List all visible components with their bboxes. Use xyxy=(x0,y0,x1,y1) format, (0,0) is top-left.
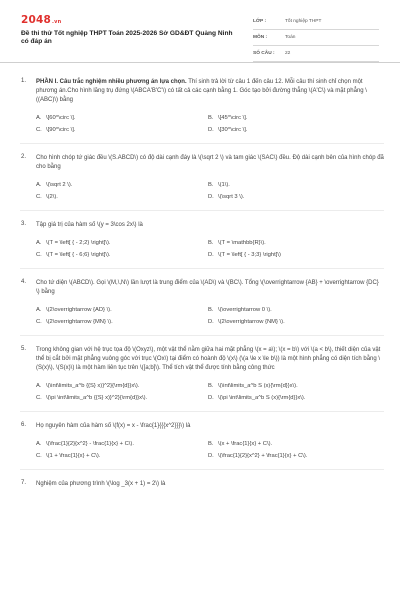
option-letter: C. xyxy=(36,395,42,401)
option-text: \(\pi \int\limits_a^b {{S} x)}^2}{\rm{d}}x\). xyxy=(46,395,148,401)
answer-option[interactable] xyxy=(36,182,208,188)
answer-option[interactable] xyxy=(208,307,380,313)
question-text xyxy=(36,78,384,105)
option-text: \(1\). xyxy=(218,182,230,188)
question-list xyxy=(0,78,400,489)
question-divider xyxy=(20,268,384,269)
question-body: Cho tứ diện \(ABCD\). Gọi \(M,\,N\) lần lượt là trung điểm của \(AD\) và \(BC\). Tổng \(\overrightarrow {AB} + \overrightarrow {DC} \) bằng xyxy=(36,280,379,295)
option-text: \(\frac{1}{2}{x^2} + \frac{1}{x} + C\). xyxy=(218,453,308,459)
option-letter: D. xyxy=(208,395,214,401)
option-text: \[90^\circ \]. xyxy=(46,127,76,133)
question-number: 4. xyxy=(21,279,27,285)
option-text: \[30^\circ \]. xyxy=(218,127,248,133)
question-body: Họ nguyên hàm của hàm số \(f(x) = x - \frac{1}{{{x^2}}}\) là xyxy=(36,423,191,429)
question-item xyxy=(0,221,400,258)
question-item xyxy=(0,154,400,200)
option-text: \(1 + \frac{1}{x} + C\). xyxy=(46,453,101,459)
option-text: \(T = \mathbb{R}\). xyxy=(218,240,266,246)
answer-option[interactable] xyxy=(36,395,208,401)
answer-option[interactable] xyxy=(208,252,380,258)
answer-option[interactable] xyxy=(36,319,208,325)
option-text: \(2\overrightarrow {NM} \). xyxy=(218,319,285,325)
answer-option[interactable] xyxy=(36,441,208,447)
site-logo[interactable] xyxy=(21,14,61,26)
option-letter: C. xyxy=(36,252,42,258)
option-letter: C. xyxy=(36,319,42,325)
option-letter: B. xyxy=(208,383,214,389)
exam-meta-table xyxy=(253,14,379,62)
question-number: 5. xyxy=(21,346,27,352)
option-letter: D. xyxy=(208,194,214,200)
question-number: 3. xyxy=(21,221,27,227)
option-letter: A. xyxy=(36,383,42,389)
question-body: Cho hình chóp tứ giác đều \(S.ABCD\) có độ dài cạnh đáy là \(\sqrt 2 \) và tam giác \(SAC\) đều. Độ dài cạnh bên của hình chóp đã cho bằng xyxy=(36,155,384,170)
question-item xyxy=(0,422,400,459)
answer-options xyxy=(36,182,384,200)
meta-label: MÔN : xyxy=(253,35,268,40)
answer-option[interactable] xyxy=(208,395,380,401)
answer-option[interactable] xyxy=(208,194,380,200)
question-number: 7. xyxy=(21,480,27,486)
answer-option[interactable] xyxy=(36,194,208,200)
answer-option[interactable] xyxy=(208,441,380,447)
brand-suffix: .vn xyxy=(52,19,62,25)
question-text xyxy=(36,279,384,297)
question-item xyxy=(0,346,400,401)
meta-row-question-count xyxy=(253,46,379,62)
answer-option[interactable] xyxy=(36,307,208,313)
meta-label: SỐ CÂU : xyxy=(253,51,275,56)
header-divider xyxy=(0,62,400,63)
answer-option[interactable] xyxy=(208,453,380,459)
option-text: \[45^\circ \]. xyxy=(218,115,248,121)
option-text: \(T = \left[ { - 3;3} \right]\) xyxy=(218,252,281,258)
meta-row-class xyxy=(253,14,379,30)
option-letter: D. xyxy=(208,319,214,325)
option-text: \(x + \frac{1}{x} + C\). xyxy=(218,441,273,447)
answer-option[interactable] xyxy=(208,182,380,188)
meta-value: Tốt nghiệp THPT xyxy=(285,19,322,24)
question-text xyxy=(36,221,384,230)
answer-options xyxy=(36,307,384,325)
option-letter: C. xyxy=(36,453,42,459)
option-letter: B. xyxy=(208,182,214,188)
answer-options xyxy=(36,240,384,258)
option-text: \(\frac{1}{2}{x^2} - \frac{1}{x} + C\). xyxy=(46,441,134,447)
answer-option[interactable] xyxy=(208,383,380,389)
option-text: \(2\overrightarrow {MN} \). xyxy=(46,319,113,325)
option-letter: B. xyxy=(208,240,214,246)
answer-option[interactable] xyxy=(208,319,380,325)
option-letter: A. xyxy=(36,240,42,246)
option-letter: D. xyxy=(208,453,214,459)
option-letter: A. xyxy=(36,182,42,188)
option-letter: D. xyxy=(208,252,214,258)
question-body: Trong không gian với hệ trục tọa độ \(Oxyz\), một vật thể nằm giữa hai mặt phẳng \(x = a\); \(x = b\) với \(a < b\), thiết diện của vật thể bị cắt bởi mặt phẳng vuông góc với trục \(Ox\) tại điểm có hoành độ \(x\) (\(a \le x \le b\)) là một hình phẳng có diện tích bằng \(S(x)\), \(S(x)\) là một hàm liên tục trên \([a;b]\). Thể tích vật thể được tính bằng công thức xyxy=(36,347,381,371)
question-divider xyxy=(20,210,384,211)
page-header xyxy=(0,0,400,62)
answer-option[interactable] xyxy=(208,240,380,246)
answer-option[interactable] xyxy=(208,127,380,133)
answer-option[interactable] xyxy=(36,115,208,121)
option-letter: B. xyxy=(208,115,214,121)
answer-option[interactable] xyxy=(36,453,208,459)
option-letter: A. xyxy=(36,115,42,121)
option-letter: B. xyxy=(208,307,214,313)
section-heading: PHẦN I. Câu trắc nghiệm nhiều phương án lựa chọn. xyxy=(36,79,187,85)
option-text: \(\int\limits_a^b {{S} x)}^2}{\rm{d}}x\). xyxy=(46,383,140,389)
option-letter: A. xyxy=(36,307,42,313)
answer-options xyxy=(36,115,384,133)
option-letter: C. xyxy=(36,127,42,133)
brand-name: 2048 xyxy=(21,14,52,26)
question-text xyxy=(36,480,384,489)
option-text: \(2\). xyxy=(46,194,58,200)
option-text: \(2\overrightarrow {AD} \). xyxy=(46,307,112,313)
question-item xyxy=(0,480,400,489)
answer-options xyxy=(36,383,384,401)
question-body: Thí sinh trả lời từ câu 1 đến câu 12. Mỗi câu thí sinh chỉ chọn một phương án.Cho hình lăng trụ đứng \(ABCA'B'C'\) có tất cả các cạnh bằng 1. Góc tạo bởi đường thẳng \(A'C\) và mặt phẳng \((ABC)\) bằng xyxy=(36,79,367,103)
question-divider xyxy=(20,143,384,144)
option-letter: B. xyxy=(208,441,214,447)
option-text: \(T = \left[ { - 2;2} \right]\). xyxy=(46,240,111,246)
document-title: Đề thi thử Tốt nghiệp THPT Toán 2025-2026 Sở GD&ĐT Quảng Ninh có đáp án xyxy=(21,30,233,46)
option-text: \(\int\limits_a^b S (x){\rm{d}}x\). xyxy=(218,383,298,389)
question-number: 2. xyxy=(21,154,27,160)
answer-option[interactable] xyxy=(36,383,208,389)
question-text xyxy=(36,346,384,373)
option-letter: C. xyxy=(36,194,42,200)
question-number: 6. xyxy=(21,422,27,428)
meta-row-subject xyxy=(253,30,379,46)
question-item xyxy=(0,279,400,325)
answer-option[interactable] xyxy=(208,115,380,121)
option-text: \(T = \left[ { - 6;6} \right]\). xyxy=(46,252,111,258)
option-letter: A. xyxy=(36,441,42,447)
question-divider xyxy=(20,411,384,412)
answer-option[interactable] xyxy=(36,127,208,133)
answer-option[interactable] xyxy=(36,252,208,258)
question-text xyxy=(36,422,384,431)
question-divider xyxy=(20,335,384,336)
question-body: Nghiệm của phương trình \(\log _3(x + 1) = 2\) là xyxy=(36,481,166,487)
question-divider xyxy=(20,469,384,470)
question-item xyxy=(0,78,400,133)
question-text xyxy=(36,154,384,172)
answer-option[interactable] xyxy=(36,240,208,246)
option-text: \(\sqrt 3 \). xyxy=(218,194,245,200)
option-text: \(\pi \int\limits_a^b S (x){\rm{d}}x\). xyxy=(218,395,306,401)
meta-value: 22 xyxy=(285,51,291,56)
answer-options xyxy=(36,441,384,459)
question-number: 1. xyxy=(21,78,27,84)
meta-value: Toán xyxy=(285,35,296,40)
option-text: \(\sqrt 2 \). xyxy=(46,182,73,188)
question-body: Tập giá trị của hàm số \(y = 3\cos 2x\) là xyxy=(36,222,143,228)
option-text: \[60^\circ \]. xyxy=(46,115,76,121)
meta-label: LỚP : xyxy=(253,19,267,24)
option-letter: D. xyxy=(208,127,214,133)
option-text: \(\overrightarrow 0 \). xyxy=(218,307,272,313)
